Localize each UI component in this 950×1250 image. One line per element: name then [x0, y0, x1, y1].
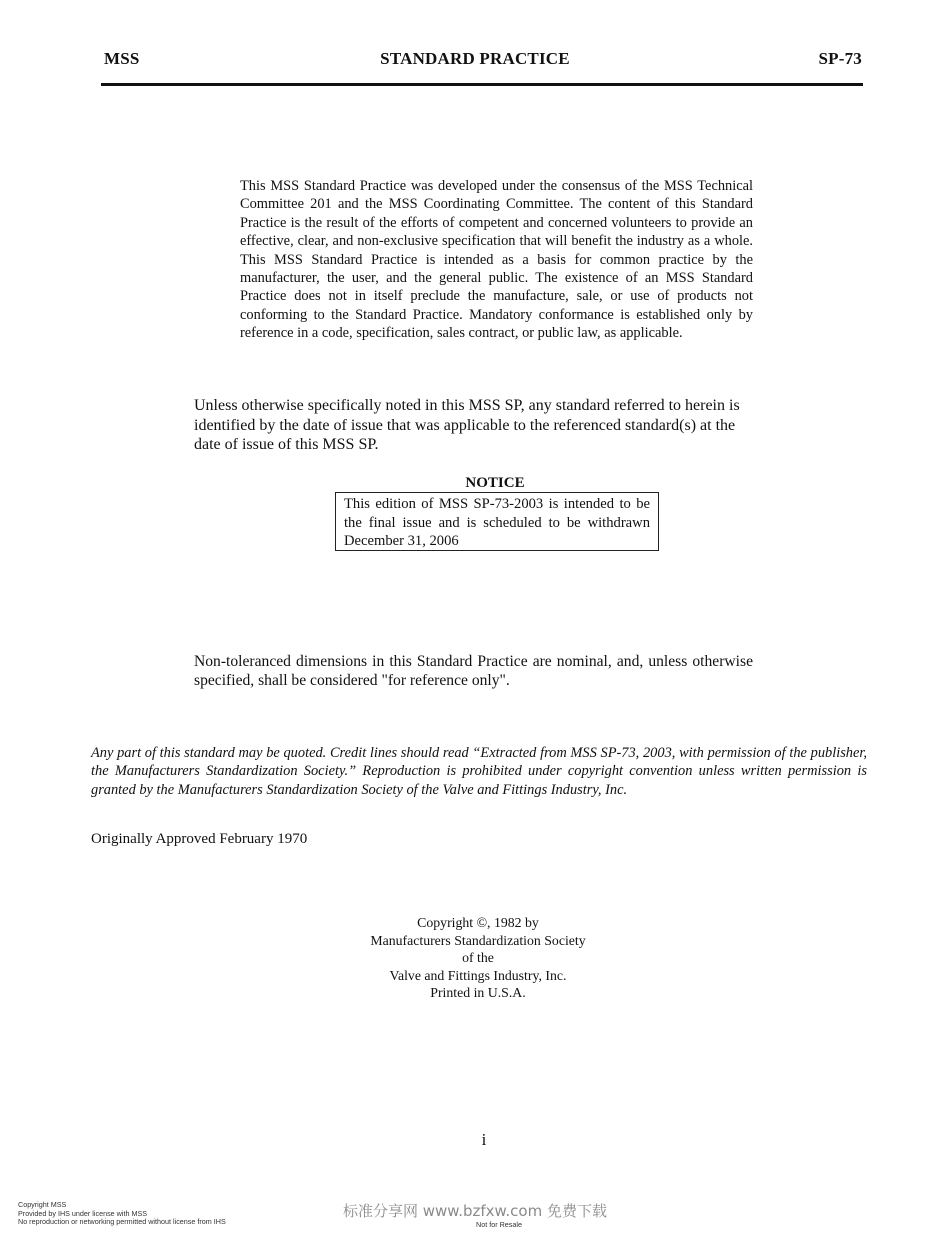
footer-line: Copyright MSS — [18, 1200, 67, 1209]
footer-line: No reproduction or networking permitted without license from IHS — [18, 1217, 226, 1227]
copyright-block — [0, 914, 950, 1002]
copyright-line: Copyright ©, 1982 by — [417, 915, 539, 930]
header-left-label: MSS — [104, 49, 140, 68]
publisher-line: of the — [462, 950, 494, 966]
reference-paragraph: Unless otherwise specifically noted in this MSS SP, any standard referred to herein is identified by the date of issue that was applicable to the referenced standard(s) at the date of issue of this MSS SP. — [194, 397, 740, 453]
header-rule — [101, 83, 863, 86]
quotation-permission-notice: Any part of this standard may be quoted. Credit lines should read “Extracted from MSS SP-73, 2003, with permission of the publisher, the Manufacturers Standardization Society.” Reproduction is prohibited under copyright convention unless written permission is granted by the Manufacturers Standardization Society of the Valve and Fittings Industry, Inc. — [91, 745, 867, 798]
footer-watermark: 标准分享网 www.bzfxw.com 免费下载 — [343, 1202, 607, 1220]
printed-line: Printed in U.S.A. — [430, 985, 526, 1001]
notice-title: NOTICE — [465, 475, 525, 491]
header-title: STANDARD PRACTICE — [380, 49, 570, 68]
notice-box — [335, 492, 659, 551]
notice-text: This edition of MSS SP-73-2003 is intended to be the final issue and is scheduled to be withdrawn December 31, 2006 — [344, 496, 650, 550]
publisher-line: Valve and Fittings Industry, Inc. — [389, 967, 567, 983]
consensus-paragraph: This MSS Standard Practice was developed under the consensus of the MSS Technical Committee 201 and the MSS Coordinating Committee. The content of this Standard Practice is the result of the efforts of competent and concerned volunteers to provide an effective, clear, and non-exclusive specification that will benefit the industry as a whole. This MSS Standard Practice is intended as a basis for common practice by the manufacturer, the user, and the general public. The existence of an MSS Standard Practice does not in itself preclude the manufacture, sale, or use of products not conforming to the Standard Practice. Mandatory conformance is established only by reference in a code, specification, sales contract, or public law, as applicable. — [240, 178, 753, 342]
publisher-line: Manufacturers Standardization Society — [370, 932, 586, 948]
approval-date: Originally Approved February 1970 — [91, 831, 308, 847]
tolerance-paragraph: Non-toleranced dimensions in this Standard Practice are nominal, and, unless otherwise specified, shall be considered "for reference only". — [194, 653, 753, 689]
header-document-number: SP-73 — [818, 49, 862, 68]
footer-resale-notice: Not for Resale — [476, 1220, 522, 1229]
footer-line: Provided by IHS under license with MSS — [18, 1208, 148, 1218]
page-number: i — [481, 1130, 487, 1149]
